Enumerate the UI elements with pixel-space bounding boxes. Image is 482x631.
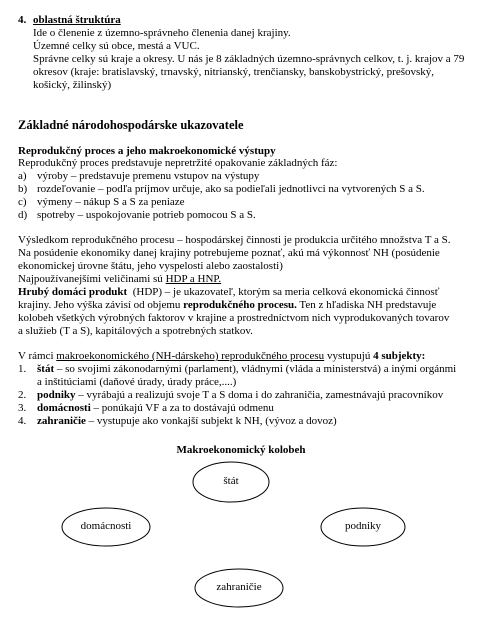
- hdp-term: Hrubý domáci produkt: [18, 286, 128, 298]
- diagram-title: Makroekonomický kolobeh: [176, 444, 306, 456]
- subject-4-term: zahraničie: [37, 415, 86, 427]
- subjects-intro-link: makroekonomického (NH-dárskeho) reprodukčného procesu: [56, 350, 325, 362]
- indicators-subheading: Reprodukčný proces a jeho makroekonomické výstupy: [18, 145, 276, 157]
- subject-4-text: – vystupuje ako vonkajší subjekt k NH, (vývoz a dovoz): [85, 415, 337, 427]
- section-4-line-4: okresov (kraje: bratislavský, trnavský, nitrianský, trenčiansky, banskobystrický, prešovský,: [33, 66, 435, 78]
- subject-1-text: – so svojimi zákonodarnými (parlament), vládnymi (vláda a ministerstvá) a inými orgánmi: [54, 363, 457, 375]
- subjects-intro-bold: 4 subjekty:: [373, 350, 426, 362]
- result-line-2: Na posúdenie ekonomiky danej krajiny potrebujeme poznať, akú má výkonnosť NH (posúdenie: [18, 247, 440, 259]
- main-values-prefix: Najpoužívanejšími veličinami sú: [18, 273, 166, 285]
- phase-b-text: rozdeľovanie – podľa príjmov určuje, ako sa podieľali jednotlivci na vytvorených S a S.: [37, 183, 425, 195]
- hdp-line-2-after: Ten z hľadiska NH predstavuje: [296, 299, 437, 311]
- phase-d-text: spotreby – uspokojovanie potrieb pomocou S a S.: [37, 209, 256, 221]
- subject-3-term: domácnosti: [37, 402, 91, 414]
- section-4-heading: oblastná štruktúra: [33, 14, 121, 26]
- subject-4-num: 4.: [18, 415, 27, 427]
- hdp-line-4: a služieb (T a S), kapitálových a spotrebných statkov.: [18, 325, 253, 337]
- households-label: domácnosti: [80, 520, 132, 532]
- phase-c-marker: c): [18, 196, 27, 208]
- subject-2-text: – vyrábajú a realizujú svoje T a S doma i do zahraničia, zamestnávajú pracovníkov: [75, 389, 444, 401]
- indicators-intro: Reprodukčný proces predstavuje nepretržité opakovanie základných fáz:: [18, 157, 338, 169]
- result-line-3: ekonomickej úrovne štátu, jeho vyspelosti alebo zaostalosti): [18, 260, 283, 272]
- phase-b-marker: b): [18, 183, 28, 195]
- state-label: štát: [223, 475, 239, 487]
- section-4-line-5: košický, žilinský): [33, 79, 112, 91]
- indicators-heading: Základné národohospodárske ukazovatele: [18, 118, 244, 132]
- abroad-label: zahraničie: [216, 581, 262, 593]
- section-4-number: 4.: [18, 14, 27, 26]
- main-values-link: HDP a HNP.: [165, 273, 222, 285]
- phase-c-text: výmeny – nákup S a S za peniaze: [37, 196, 185, 208]
- companies-label: podniky: [344, 520, 382, 532]
- section-4-line-2: Územné celky sú obce, mestá a VUC.: [33, 40, 200, 52]
- subject-3-num: 3.: [18, 402, 27, 414]
- phase-a-marker: a): [18, 170, 27, 182]
- section-4-line-1: Ide o členenie z územno-správneho členenia danej krajiny.: [33, 27, 291, 39]
- subject-1-term: štát: [37, 363, 55, 375]
- section-4-line-3: Správne celky sú kraje a okresy. U nás je 8 základných územno-správnych celkov, t. j. krajov a 79: [33, 53, 465, 65]
- hdp-line-3: kolobeh všetkých výrobných faktorov v krajine a prostredníctvom nich vyprodukovaných tovarov: [18, 312, 450, 324]
- subjects-intro-prefix: V rámci: [18, 350, 57, 362]
- hdp-line-1-rest: (HDP) – je ukazovateľ, ktorým sa meria celková ekonomická činnosť: [132, 286, 440, 298]
- hdp-line-2-bold: reprodukčného procesu.: [183, 299, 297, 311]
- phase-a-text: výroby – predstavuje premenu vstupov na výstupy: [37, 170, 260, 182]
- subject-1-cont: a inštitúciami (daňové úrady, úrady práce,....): [37, 376, 237, 388]
- hdp-line-2-plain: krajiny. Jeho výška závisí od objemu: [18, 299, 184, 311]
- subject-3-text: – ponúkajú VF a za to dostávajú odmenu: [90, 402, 274, 414]
- subject-2-term: podniky: [37, 389, 76, 401]
- subject-1-num: 1.: [18, 363, 27, 375]
- phase-d-marker: d): [18, 209, 28, 221]
- result-line-1: Výsledkom reprodukčného procesu – hospodárskej činnosti je produkcia určitého množstva T a S.: [18, 234, 451, 246]
- subject-2-num: 2.: [18, 389, 27, 401]
- subjects-intro-middle: vystupujú: [324, 350, 374, 362]
